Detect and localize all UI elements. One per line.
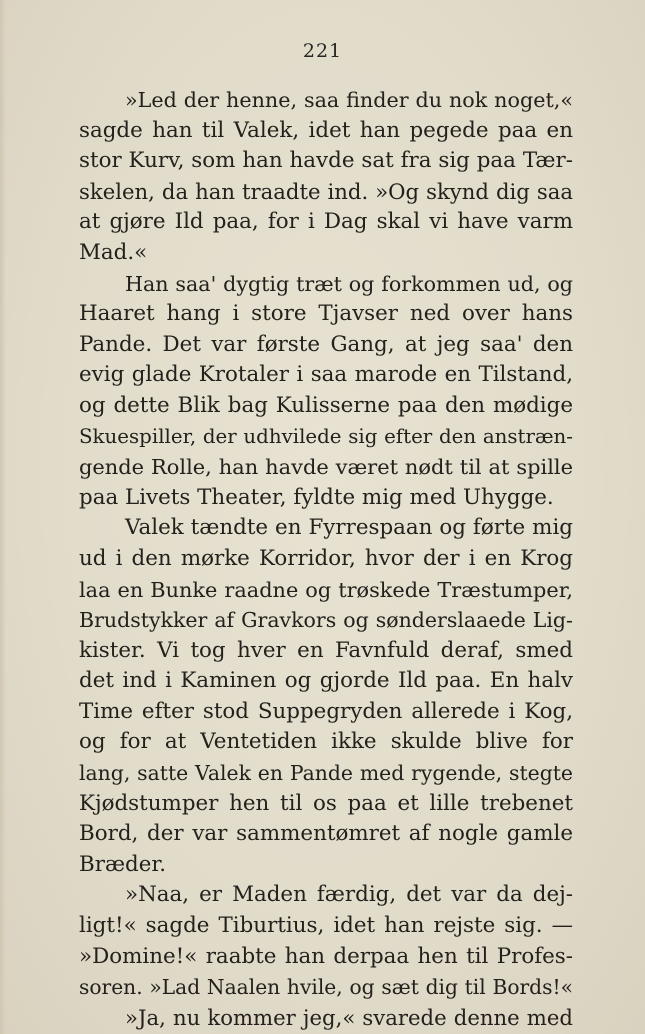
text-line: det ind i Kaminen og gjorde Ild paa. En halv [79, 668, 573, 694]
text-line: lang, satte Valek en Pande med rygende, stegte [79, 761, 573, 786]
body-text [79, 85, 573, 1033]
text-line: Bræder. [79, 851, 167, 877]
text-line: evig glade Krotaler i saa marode en Tilstand, [79, 362, 573, 388]
text-line: Pande. Det var første Gang, at jeg saa' den [79, 331, 573, 357]
text-line: Valek tændte en Fyrrespaan og førte mig [125, 515, 573, 541]
text-line: gende Rolle, han havde været nødt til at spille [79, 455, 573, 480]
page-number: 221 [302, 40, 343, 62]
text-line: paa Livets Theater, fyldte mig med Uhygge. [79, 484, 554, 510]
text-line: Haaret hang i store Tjavser ned over hans [79, 301, 573, 327]
text-line: at gjøre Ild paa, for i Dag skal vi have varm [79, 209, 573, 235]
text-line: Mad.« [79, 239, 148, 265]
text-line: sagde han til Valek, idet han pegede paa en [79, 117, 573, 143]
text-line: og dette Blik bag Kulisserne paa den mødige [79, 392, 573, 418]
text-line: Han saa' dygtig træt og forkommen ud, og [125, 271, 573, 296]
text-line: kister. Vi tog hver en Favnfuld deraf, smed [79, 637, 573, 663]
text-line: Kjødstumper hen til os paa et lille trebenet [79, 790, 573, 816]
text-line: skelen, da han traadte ind. »Og skynd dig saa [79, 178, 573, 204]
text-line: ud i den mørke Korridor, hvor der i en Krog [79, 545, 573, 571]
text-line: »Naa, er Maden færdig, det var da dej- [125, 882, 573, 908]
text-line: ligt!« sagde Tiburtius, idet han rejste sig. — [79, 913, 573, 939]
text-line: »Led der henne, saa finder du nok noget,« [125, 88, 573, 112]
text-line: Time efter stod Suppegryden allerede i Kog, [79, 698, 573, 724]
text-line: »Domine!« raabte han derpaa hen til Profes- [79, 943, 573, 969]
page-edge-shadow [0, 0, 6, 1034]
text-line: laa en Bunke raadne og trøskede Træstumper, [79, 577, 573, 602]
text-line: Skuespiller, der udhvilede sig efter den anstræn- [79, 424, 573, 448]
text-line: soren. »Lad Naalen hvile, og sæt dig til Bords!« [79, 975, 573, 1000]
text-line: Bord, der var sammentømret af nogle gamle [79, 821, 573, 847]
text-line: stor Kurv, som han havde sat fra sig paa Tær- [79, 148, 573, 174]
text-line: »Ja, nu kommer jeg,« svarede denne med [125, 1004, 573, 1030]
text-line: Brudstykker af Gravkors og sønderslaaede Lig- [79, 608, 573, 633]
text-line: og for at Ventetiden ikke skulde blive for [79, 729, 573, 755]
